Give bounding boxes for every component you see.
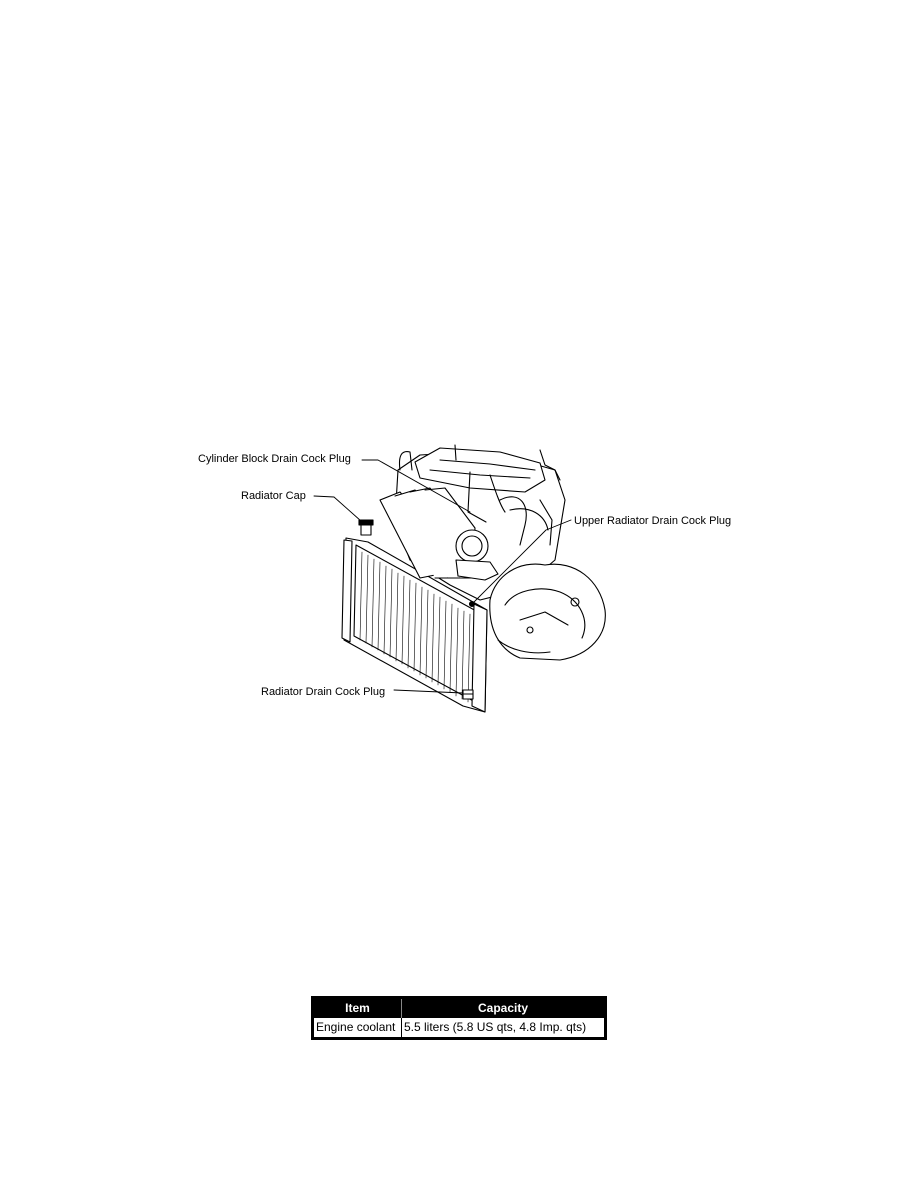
transaxle: [490, 564, 606, 660]
table-row: [314, 1018, 604, 1037]
coolant-capacity-table: [311, 996, 607, 1040]
callout-radiator-cap: Radiator Cap: [241, 490, 306, 502]
cell-capacity: 5.5 liters (5.8 US qts, 4.8 Imp. qts): [402, 1018, 604, 1037]
table-header-row: [314, 999, 604, 1018]
cell-item: Engine coolant: [314, 1018, 402, 1037]
callout-upper-radiator-drain-cock-plug: Upper Radiator Drain Cock Plug: [574, 515, 732, 527]
column-header-capacity: Capacity: [402, 999, 604, 1018]
column-header-item: Item: [314, 999, 402, 1018]
callout-radiator-drain-cock-plug: Radiator Drain Cock Plug: [261, 686, 386, 698]
callout-cylinder-block-drain-cock-plug: Cylinder Block Drain Cock Plug: [198, 453, 351, 465]
